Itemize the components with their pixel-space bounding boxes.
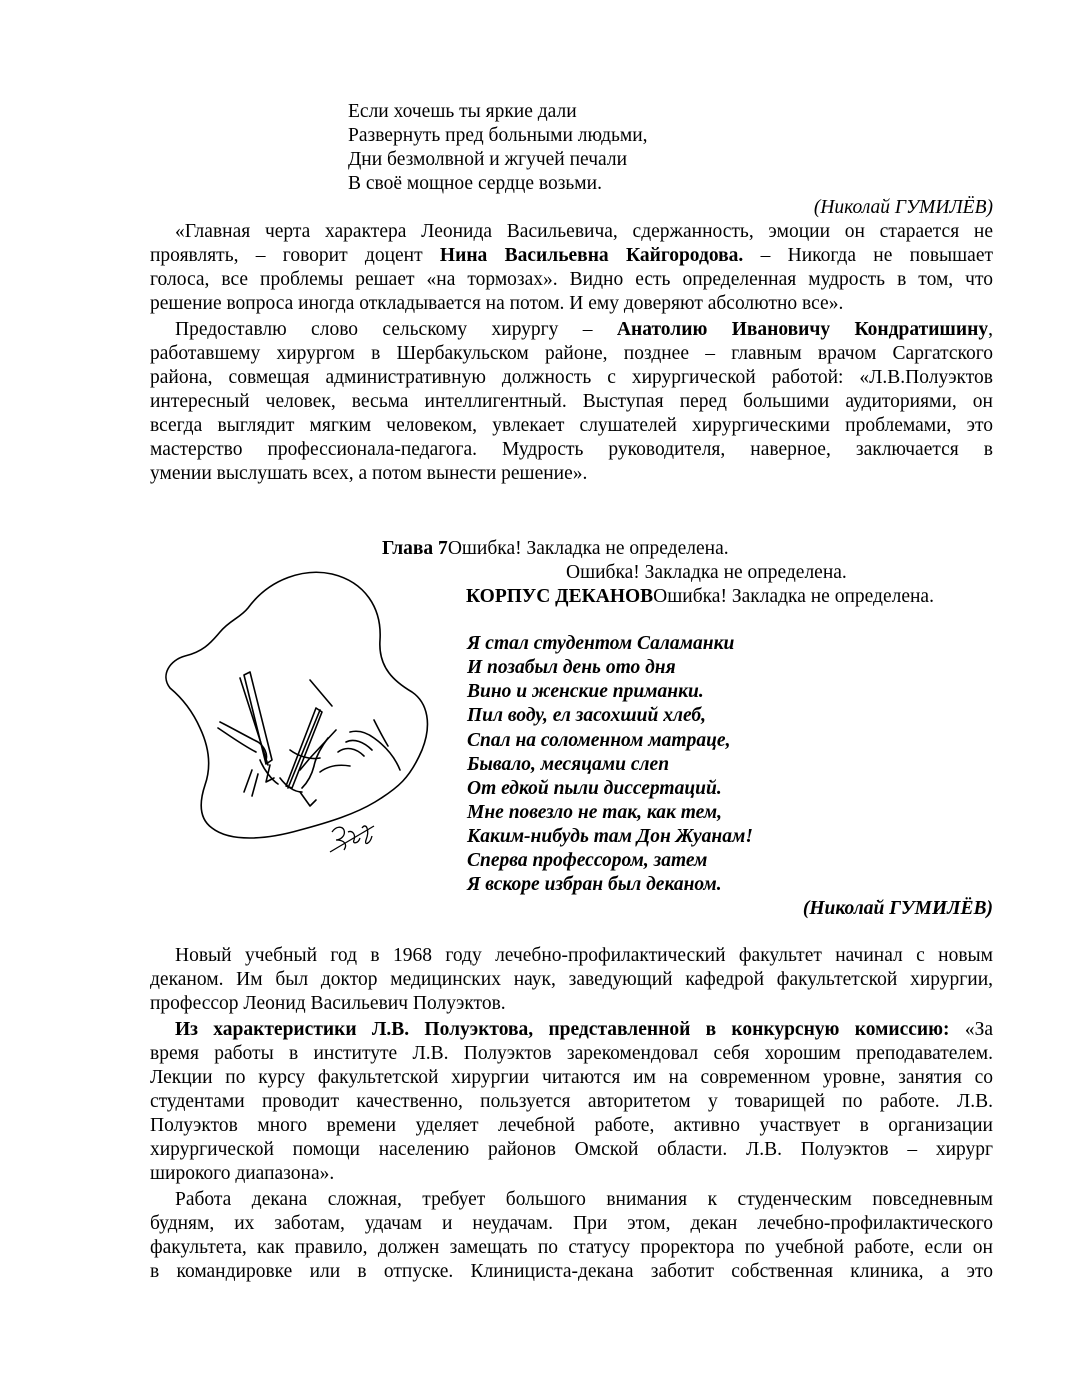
- poem-line: Сперва профессором, затем: [467, 850, 708, 871]
- chapter-label-line: [382, 537, 729, 561]
- text-span: – Никогда не повышает: [743, 245, 993, 266]
- text-span: ,: [988, 319, 993, 340]
- signature-icon: [330, 826, 374, 852]
- paragraph-line: «Главная черта характера Леонида Васильевича, сдержанность, эмоции он старается не: [175, 221, 993, 242]
- epigraph-1-line: В своё мощное сердце возьми.: [348, 173, 602, 194]
- paragraph-line: в командировке или в отпуске. Клинициста-декана заботит собственная клиника, а это: [150, 1261, 993, 1282]
- poem-line: И позабыл день ото дня: [467, 657, 676, 678]
- paragraph-line: студентами проводит качественно, пользуется авторитетом у товарищей по работе. Л.В.: [150, 1091, 993, 1112]
- epigraph-1-line: Если хочешь ты яркие дали: [348, 101, 577, 122]
- bookmark-error: Ошибка! Закладка не определена.: [447, 538, 729, 559]
- paragraph-line: [175, 318, 993, 342]
- bookmark-error: Ошибка! Закладка не определена.: [653, 586, 934, 607]
- person-name: Нина Васильевна Кайгородова.: [439, 245, 744, 266]
- chapter-title: КОРПУС ДЕКАНОВ: [466, 586, 654, 607]
- paragraph-line: деканом. Им был доктор медицинских наук, заведующий кафедрой факультетской хирургии,: [150, 969, 993, 990]
- paragraph-line: будням, их заботам, удачам и неудачам. При этом, декан лечебно-профилактического: [150, 1213, 993, 1234]
- paragraph-line: хирургической помощи населению районов Омской области. Л.В. Полуэктов – хирург: [150, 1139, 993, 1160]
- surgical-hands-drawing-icon: [160, 560, 450, 860]
- poem-line: Вино и женские приманки.: [467, 681, 704, 702]
- paragraph-line: факультета, как правило, должен замещать по статусу проректора по учебной работе, если он: [150, 1237, 993, 1258]
- paragraph-line: Работа декана сложная, требует большого внимания к студенческим повседневным: [175, 1189, 993, 1210]
- epigraph-1-author: (Николай ГУМИЛЁВ): [813, 197, 993, 218]
- poem-line: Я вскоре избран был деканом.: [467, 874, 722, 895]
- poem-line: Каким-нибудь там Дон Жуанам!: [467, 826, 753, 847]
- paragraph-line: время работы в институте Л.В. Полуэктов зарекомендовал себя хорошим преподавателем.: [150, 1043, 993, 1064]
- chapter-label: Глава 7: [382, 538, 448, 559]
- bookmark-error: Ошибка! Закладка не определена.: [566, 562, 847, 583]
- poem-line: Я стал студентом Саламанки: [467, 633, 735, 654]
- paragraph-line: голоса, все проблемы решает «на тормозах». Видно есть определенная мудрость в том, что: [150, 269, 993, 290]
- paragraph-line: работавшему хирургом в Шербакульском районе, позднее – главным врачом Саргатского: [150, 343, 993, 364]
- paragraph-line: профессор Леонид Васильевич Полуэктов.: [150, 993, 506, 1014]
- paragraph-line: [150, 244, 993, 268]
- epigraph-2-author: (Николай ГУМИЛЁВ): [802, 898, 993, 919]
- text-span: «За: [949, 1019, 993, 1040]
- person-name: Анатолию Ивановичу Кондратишину: [616, 319, 989, 340]
- epigraph-1-line: Дни безмолвной и жгучей печали: [348, 149, 628, 170]
- poem-line: Пил воду, ел засохший хлеб,: [467, 705, 706, 726]
- paragraph-line: решение вопроса иногда откладывается на потом. И ему доверяют абсолютно все».: [150, 293, 844, 314]
- poem-line: Бывало, месяцами слеп: [467, 754, 670, 775]
- paragraph-line: мастерство профессионала-педагога. Мудрость руководителя, наверное, заключается в: [150, 439, 993, 460]
- poem-line: От едкой пыли диссертаций.: [467, 778, 722, 799]
- paragraph-line: всегда выглядит мягким человеком, увлекает слушателей хирургическими проблемами, это: [150, 415, 993, 436]
- text-span: Предоставлю слово сельскому хирургу –: [175, 319, 617, 340]
- chapter-title-line: [466, 585, 934, 609]
- paragraph-line: интересный человек, весьма интеллигентный. Выступая перед большими аудиториями, он: [150, 391, 993, 412]
- paragraph-line: Полуэктов много времени уделяет лечебной работе, активно участвует в организации: [150, 1115, 993, 1136]
- paragraph-line: [175, 1018, 993, 1042]
- text-span: проявлять, – говорит доцент: [150, 245, 440, 266]
- poem-line: Мне повезло не так, как тем,: [467, 802, 723, 823]
- paragraph-line: Новый учебный год в 1968 году лечебно-профилактический факультет начинал с новым: [175, 945, 993, 966]
- paragraph-line: Лекции по курсу факультетской хирургии читаются им на современном уровне, занятия со: [150, 1067, 993, 1088]
- paragraph-line: умении выслушать всех, а потом вынести решение».: [150, 463, 588, 484]
- paragraph-line: широкого диапазона».: [150, 1163, 335, 1184]
- epigraph-1-line: Развернуть пред больными людьми,: [348, 125, 648, 146]
- poem-line: Спал на соломенном матраце,: [467, 730, 731, 751]
- paragraph-line: района, совмещая административную должность с хирургической работой: «Л.В.Полуэктов: [150, 367, 993, 388]
- bold-lead: Из характеристики Л.В. Полуэктова, представленной в конкурсную комиссию:: [175, 1019, 950, 1040]
